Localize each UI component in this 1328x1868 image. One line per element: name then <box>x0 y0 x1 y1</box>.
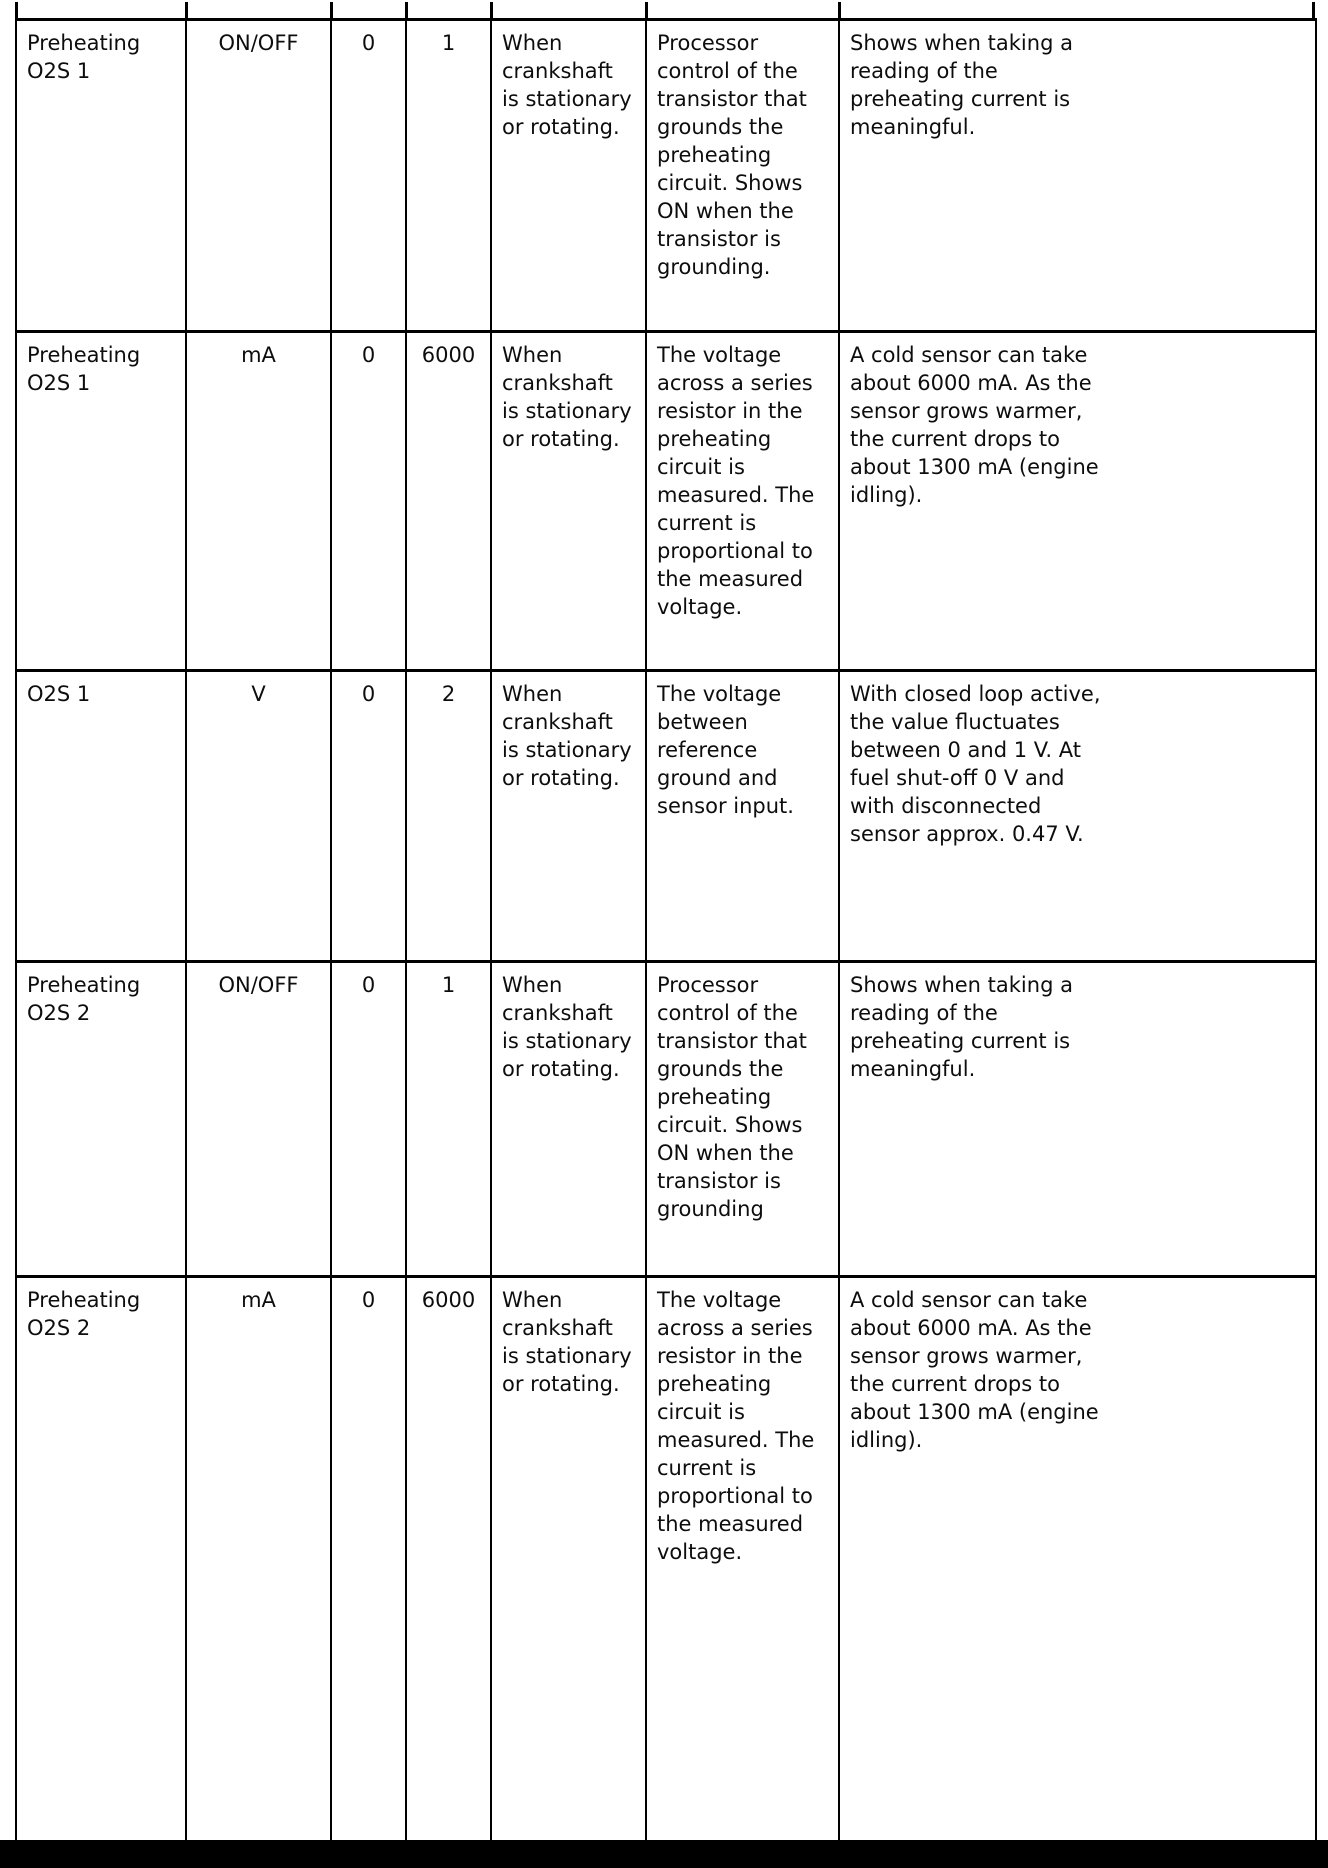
cell-max <box>406 332 491 671</box>
cell-max <box>406 1277 491 1868</box>
cell-text: 0 <box>361 343 376 367</box>
cell-text: The voltage across a series resistor in the preheating circuit is measured. The current is proportional to the measured voltage. <box>657 343 815 619</box>
table-row <box>16 1277 1316 1868</box>
cell-text: 0 <box>361 1288 376 1312</box>
cell-notes <box>839 962 1316 1277</box>
cell-text: Preheating O2S 2 <box>27 973 141 1025</box>
cell-text: 0 <box>361 973 376 997</box>
column-line-stub <box>1312 2 1315 19</box>
column-line-stub <box>330 2 333 19</box>
cell-text: Preheating O2S 1 <box>27 31 141 83</box>
cell-text: Shows when taking a reading of the preheating current is meaningful. <box>850 31 1073 139</box>
cell-text: ON/OFF <box>218 31 299 55</box>
cell-text: 1 <box>441 973 456 997</box>
cell-notes <box>839 20 1316 332</box>
cell-text: When crankshaft is stationary or rotating. <box>502 1288 632 1396</box>
column-line-stub <box>405 2 408 19</box>
column-line-stub <box>645 2 648 19</box>
column-line-stub <box>838 2 841 19</box>
cell-text: Processor control of the transistor that grounds the preheating circuit. Shows ON when the transistor is grounding. <box>657 31 807 279</box>
cell-text: 0 <box>361 682 376 706</box>
cell-text: A cold sensor can take about 6000 mA. As the sensor grows warmer, the current drops to about 1300 mA (engine idling). <box>850 343 1099 507</box>
cell-text: O2S 1 <box>27 682 91 706</box>
page-bottom-scan-artifact <box>0 1840 1328 1868</box>
cell-text: When crankshaft is stationary or rotating. <box>502 682 632 790</box>
cell-min <box>331 1277 406 1868</box>
cell-text: 2 <box>441 682 456 706</box>
cell-parameter <box>16 1277 186 1868</box>
table-row <box>16 20 1316 332</box>
cell-text: When crankshaft is stationary or rotating. <box>502 343 632 451</box>
cell-unit <box>186 671 331 962</box>
cell-max <box>406 20 491 332</box>
cell-parameter <box>16 20 186 332</box>
cell-condition <box>491 20 646 332</box>
cell-text: Preheating O2S 1 <box>27 343 141 395</box>
cell-text: With closed loop active, the value fluctuates between 0 and 1 V. At fuel shut-off 0 V and with disconnected sensor approx. 0.47 V. <box>850 682 1101 846</box>
cell-text: A cold sensor can take about 6000 mA. As the sensor grows warmer, the current drops to about 1300 mA (engine idling). <box>850 1288 1099 1452</box>
cell-unit <box>186 20 331 332</box>
cell-text: 6000 <box>421 343 476 367</box>
cell-text: ON/OFF <box>218 973 299 997</box>
table-row <box>16 671 1316 962</box>
cell-notes <box>839 1277 1316 1868</box>
cell-min <box>331 332 406 671</box>
cell-text: When crankshaft is stationary or rotating. <box>502 973 632 1081</box>
cell-parameter <box>16 332 186 671</box>
cell-text: 0 <box>361 31 376 55</box>
cell-min <box>331 962 406 1277</box>
table-row <box>16 962 1316 1277</box>
column-line-stub <box>490 2 493 19</box>
cell-notes <box>839 671 1316 962</box>
cell-condition <box>491 332 646 671</box>
column-line-stub <box>15 2 18 19</box>
cell-notes <box>839 332 1316 671</box>
cell-description <box>646 20 839 332</box>
cell-condition <box>491 671 646 962</box>
cell-description <box>646 332 839 671</box>
cell-unit <box>186 962 331 1277</box>
cell-max <box>406 671 491 962</box>
cell-text: Shows when taking a reading of the preheating current is meaningful. <box>850 973 1073 1081</box>
cell-parameter <box>16 962 186 1277</box>
cell-min <box>331 671 406 962</box>
cell-text: V <box>251 682 266 706</box>
cell-text: 1 <box>441 31 456 55</box>
column-line-stub <box>185 2 188 19</box>
cell-max <box>406 962 491 1277</box>
cell-min <box>331 20 406 332</box>
cell-condition <box>491 1277 646 1868</box>
cell-condition <box>491 962 646 1277</box>
cell-unit <box>186 1277 331 1868</box>
cell-text: The voltage between reference ground and sensor input. <box>657 682 794 818</box>
cell-description <box>646 671 839 962</box>
cell-text: When crankshaft is stationary or rotating. <box>502 31 632 139</box>
cell-text: mA <box>241 1288 276 1312</box>
cell-description <box>646 962 839 1277</box>
cell-description <box>646 1277 839 1868</box>
cell-text: The voltage across a series resistor in the preheating circuit is measured. The current is proportional to the measured voltage. <box>657 1288 815 1564</box>
sensor-parameters-table <box>15 18 1317 1868</box>
cell-text: mA <box>241 343 276 367</box>
cell-text: Processor control of the transistor that grounds the preheating circuit. Shows ON when the transistor is grounding <box>657 973 807 1221</box>
cell-unit <box>186 332 331 671</box>
table-row <box>16 332 1316 671</box>
cell-text: 6000 <box>421 1288 476 1312</box>
cell-text: Preheating O2S 2 <box>27 1288 141 1340</box>
cell-parameter <box>16 671 186 962</box>
